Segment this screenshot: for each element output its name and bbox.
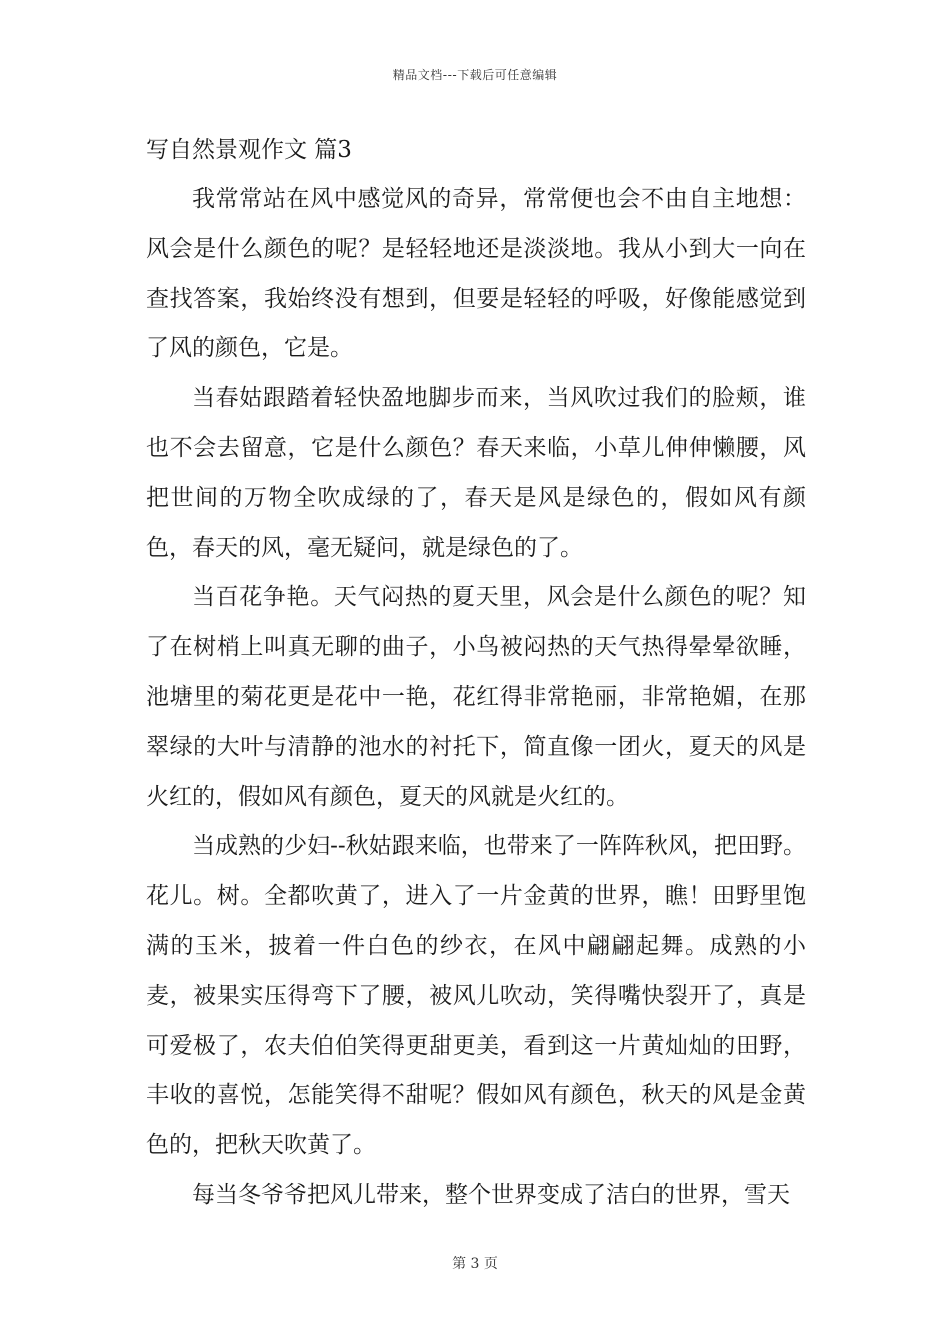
paragraph: 每当冬爷爷把风儿带来，整个世界变成了洁白的世界，雪天 (192, 1181, 790, 1208)
page-number: 第 3 页 (452, 1256, 498, 1272)
paragraph: 我常常站在风中感觉风的奇异，常常便也会不由自主地想：风会是什么颜色的呢？是轻轻地还是淡淡地。我从小到大一向在查找答案，我始终没有想到，但要是轻轻的呼吸，好像能感觉到了风的颜色，它是。 (146, 186, 806, 362)
article-title: 写自然景观作文 篇3 (146, 137, 352, 163)
page-header: 精品文档---下载后可任意编辑 (392, 68, 558, 82)
paragraph: 当春姑跟踏着轻快盈地脚步而来，当风吹过我们的脸颊，谁也不会去留意，它是什么颜色？春天来临，小草儿伸伸懒腰，风把世间的万物全吹成绿的了，春天是风是绿色的，假如风有颜色，春天的风，毫无疑问，就是绿色的了。 (146, 385, 806, 561)
article-body (146, 132, 806, 1221)
paragraph: 当百花争艳。天气闷热的夏天里，风会是什么颜色的呢？知了在树梢上叫真无聊的曲子，小鸟被闷热的天气热得晕晕欲睡，池塘里的菊花更是花中一艳，花红得非常艳丽，非常艳媚，在那翠绿的大叶与清静的池水的衬托下，简直像一团火，夏天的风是火红的，假如风有颜色，夏天的风就是火红的。 (146, 584, 806, 810)
paragraph: 当成熟的少妇--秋姑跟来临，也带来了一阵阵秋风，把田野。花儿。树。全都吹黄了，进入了一片金黄的世界，瞧！田野里饱满的玉米，披着一件白色的纱衣，在风中翩翩起舞。成熟的小麦，被果实压得弯下了腰，被风儿吹动，笑得嘴快裂开了，真是可爱极了，农夫伯伯笑得更甜更美，看到这一片黄灿灿的田野，丰收的喜悦，怎能笑得不甜呢？假如风有颜色，秋天的风是金黄色的，把秋天吹黄了。 (146, 833, 806, 1159)
